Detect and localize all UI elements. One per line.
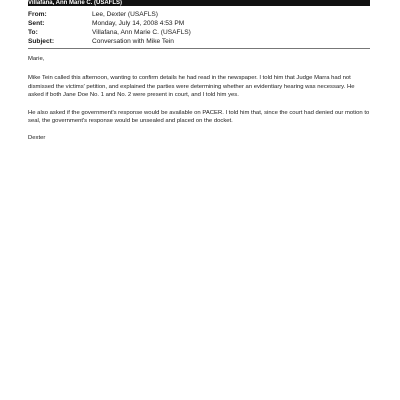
header-row-from — [28, 10, 370, 19]
signature: Dexter — [28, 135, 46, 142]
body-paragraph-2: He also asked if the government's response would be available on PACER. I told him that, since the court had denied our motion to seal, the government's response would be unsealed and placed on the docket. — [28, 109, 370, 125]
to-label: To: — [28, 29, 38, 36]
from-label: From: — [28, 11, 47, 18]
top-banner: Villafana, Ann Marie C. (USAFLS) — [28, 0, 123, 6]
sent-value: Monday, July 14, 2008 4:53 PM — [92, 20, 185, 27]
email-header — [28, 10, 370, 46]
header-row-sent — [28, 19, 370, 28]
email-body — [28, 55, 370, 143]
body-paragraph-1: Mike Tein called this afternoon, wanting to confirm details he had read in the newspaper. I told him that Judge Marra had not dismissed the victims' petition, and explained the parties were determining whether an evidentiary hearing was necessary. He asked if both Jane Doe No. 1 and No. 2 were present in court, and I told him yes. — [28, 75, 355, 99]
header-row-subject — [28, 37, 370, 46]
subject-value: Conversation with Mike Tein — [92, 38, 174, 45]
subject-label: Subject: — [28, 38, 55, 45]
from-value: Lee, Dexter (USAFLS) — [92, 11, 158, 18]
header-row-to — [28, 28, 370, 37]
salutation: Marie, — [28, 56, 45, 62]
sent-label: Sent: — [28, 20, 45, 27]
header-divider — [28, 48, 370, 49]
to-value: Villafana, Ann Marie C. (USAFLS) — [92, 29, 191, 36]
